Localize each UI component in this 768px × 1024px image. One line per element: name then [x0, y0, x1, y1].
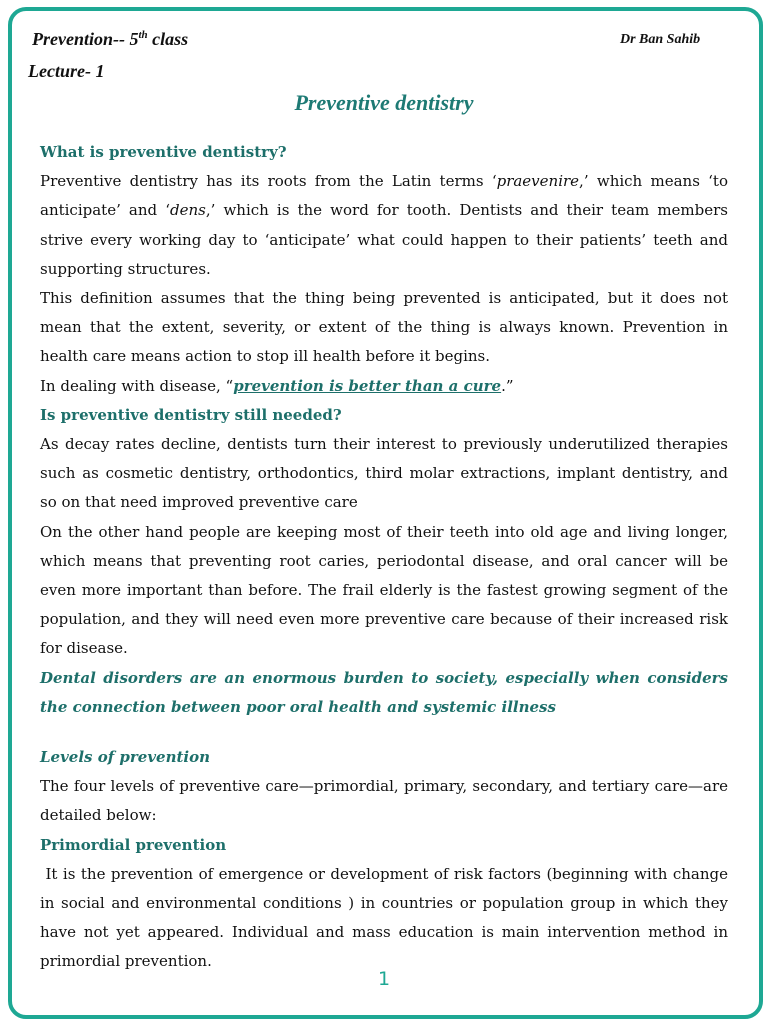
emphasis-statement: Dental disorders are an enormous burden to society, especially when considers the connection between poor oral health and systemic illness [40, 668, 728, 716]
course-title: Prevention-- 5 [32, 29, 139, 49]
paragraph-primordial: It is the prevention of emergence or development of risk factors (beginning with change in social and environmental conditions ) in countries or population group in which they have not yet appeared. Individual and mass education is main intervention method in primordial prevention. [40, 864, 728, 971]
course-header [32, 29, 188, 50]
paragraph-decay-rates: As decay rates decline, dentists turn their interest to previously underutilized therapies such as cosmetic dentistry, orthodontics, third molar extractions, implant dentistry, and so on that need improved preventive care [40, 435, 728, 512]
lecture-number: Lecture- 1 [28, 61, 105, 81]
course-ordinal: th [138, 29, 148, 41]
text-run: Preventive dentistry has its roots from the Latin terms ‘ [40, 172, 497, 191]
latin-term: dens [170, 201, 206, 220]
document-body [40, 138, 728, 977]
paragraph-four-levels: The four levels of preventive care—primordial, primary, secondary, and tertiary care—are detailed below: [40, 777, 728, 825]
text-run: .” [501, 376, 514, 395]
paragraph-elderly: On the other hand people are keeping most of their teeth into old age and living longer, which means that preventing root caries, periodontal disease, and oral cancer will be even more important than before. The frail elderly is the fastest growing segment of the population, and they will need even more preventive care because of their increased risk for disease. [40, 522, 728, 658]
latin-term: praevenire [496, 172, 580, 191]
section-heading-what-is: What is preventive dentistry? [40, 143, 287, 161]
text-run: ,’ which means ‘to anticipate’ and ‘ [40, 172, 728, 220]
text-run: In dealing with disease, “ [40, 376, 234, 395]
paragraph-assumption: This definition assumes that the thing being prevented is anticipated, but it does not mean that the extent, severity, or extent of the thing is always known. Prevention in health care means action to stop ill health before it begins. [40, 289, 728, 366]
page-title: Preventive dentistry [294, 90, 474, 115]
section-heading-levels: Levels of prevention [40, 748, 211, 767]
section-heading-primordial: Primordial prevention [40, 835, 227, 854]
course-class: class [147, 29, 189, 49]
spacer [40, 722, 728, 743]
paragraph-saying [40, 372, 728, 401]
section-heading-still-needed: Is preventive dentistry still needed? [40, 405, 342, 424]
quote-emphasis: prevention is better than a cure [233, 376, 502, 395]
text-run: ,’ which is the word for tooth. Dentists and their team members strive every working day to ‘anticipate’ what could happen to their patients’ teeth and supporting structures. [40, 201, 729, 278]
author-name: Dr Ban Sahib [620, 32, 701, 47]
paragraph-definition [40, 167, 728, 284]
page-number: 1 [377, 968, 391, 990]
